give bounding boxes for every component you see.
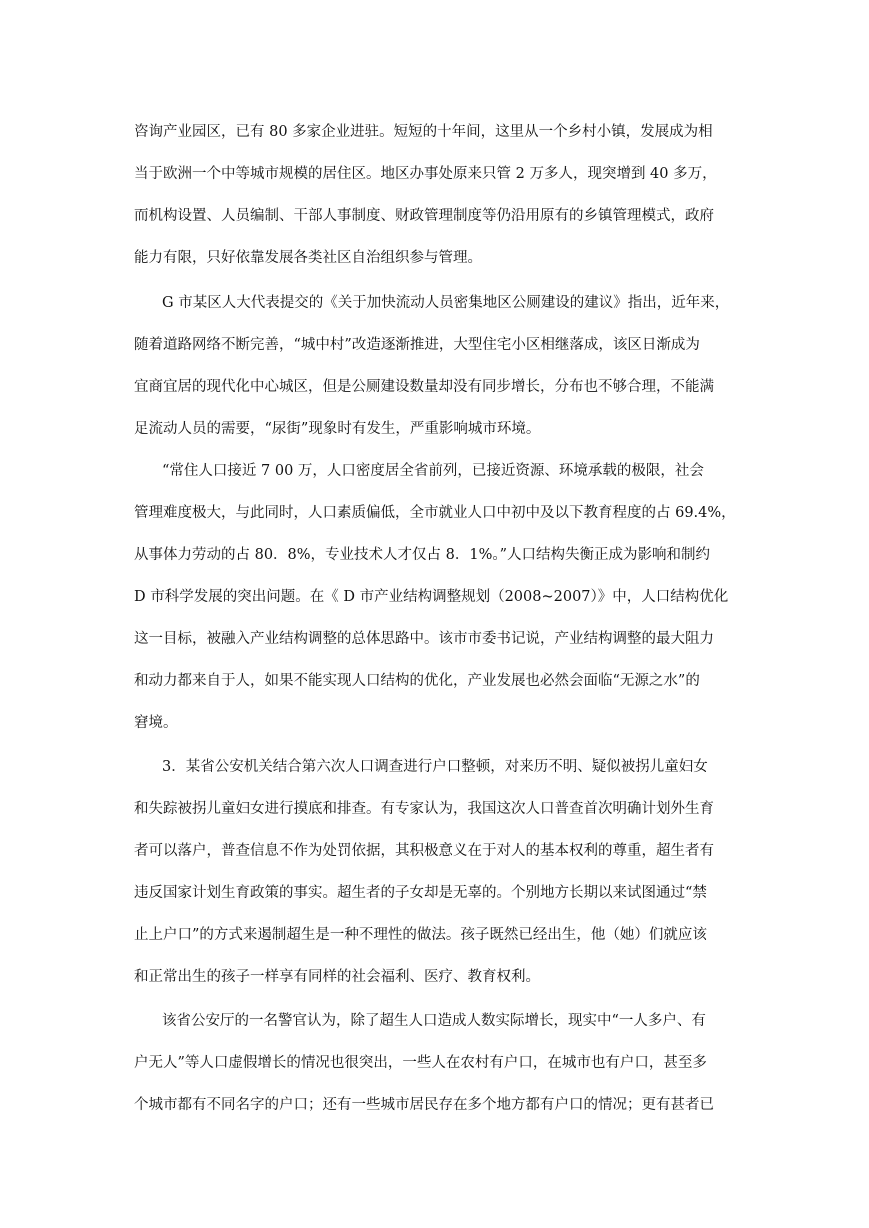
text-line: 窘境。 — [134, 715, 178, 731]
text-line: 和动力都来自于人，如果不能实现人口结构的优化，产业发展也必然会面临“无源之水”的 — [134, 673, 700, 689]
text-line: 当于欧洲一个中等城市规模的居住区。地区办事处原来只管 2 万多人，现突增到 40 多万， — [134, 166, 717, 182]
text-line: 这一目标，被融入产业结构调整的总体思路中。该市市委书记说，产业结构调整的最大阻力 — [134, 631, 714, 647]
text-line: 随着道路网络不断完善，“城中村”改造逐渐推进，大型住宅小区相继落成，该区日渐成为 — [134, 337, 700, 353]
paragraph-first-line: 3．某省公安机关结合第六次人口调查进行户口整顿，对来历不明、疑似被拐儿童妇女 — [162, 759, 708, 775]
text-line: 管理难度极大，与此同时，人口素质偏低，全市就业人口中初中及以下教育程度的占 69.4%， — [134, 505, 736, 521]
text-line: 户无人”等人口虚假增长的情况也很突出，一些人在农村有户口，在城市也有户口，甚至多 — [134, 1055, 707, 1071]
text-line: 和失踪被拐儿童妇女进行摸底和排查。有专家认为，我国这次人口普查首次明确计划外生育 — [134, 801, 714, 817]
text-line: 者可以落户，普查信息不作为处罚依据，其积极意义在于对人的基本权利的尊重，超生者有 — [134, 843, 714, 859]
text-line: 宜商宜居的现代化中心城区，但是公厕建设数量却没有同步增长，分布也不够合理，不能满 — [134, 379, 714, 395]
text-line: D 市科学发展的突出问题。在《 D 市产业结构调整规划（2008~2007）》中，人口结构优化 — [134, 589, 729, 605]
text-line: 咨询产业园区，已有 80 多家企业进驻。短短的十年间，这里从一个乡村小镇，发展成为相 — [134, 124, 713, 140]
paragraph-first-line: G 市某区人大代表提交的《关于加快流动人员密集地区公厕建设的建议》指出，近年来， — [162, 295, 730, 311]
paragraph-first-line: 该省公安厅的一名警官认为，除了超生人口造成人数实际增长，现实中“一人多户、有 — [162, 1013, 706, 1029]
text-line: 足流动人员的需要，“尿街”现象时有发生，严重影响城市环境。 — [134, 421, 541, 437]
text-line: 从事体力劳动的占 80．8%，专业技术人才仅占 8．1%。”人口结构失衡正成为影响和制约 — [134, 547, 711, 563]
text-line: 个城市都有不同名字的户口；还有一些城市居民存在多个地方都有户口的情况；更有甚者已 — [134, 1097, 714, 1113]
paragraph-first-line: “常住人口接近 7 00 万，人口密度居全省前列，已接近资源、环境承载的极限，社会 — [162, 463, 704, 479]
text-line: 和正常出生的孩子一样享有同样的社会福利、医疗、教育权利。 — [134, 969, 540, 985]
text-line: 能力有限，只好依靠发展各类社区自治组织参与管理。 — [134, 250, 482, 266]
text-line: 违反国家计划生育政策的事实。超生者的子女却是无辜的。个别地方长期以来试图通过“禁 — [134, 885, 707, 901]
text-line: 而机构设置、人员编制、干部人事制度、财政管理制度等仍沿用原有的乡镇管理模式，政府 — [134, 208, 714, 224]
text-line: 止上户口”的方式来遏制超生是一种不理性的做法。孩子既然已经出生，他（她）们就应该 — [134, 927, 707, 943]
